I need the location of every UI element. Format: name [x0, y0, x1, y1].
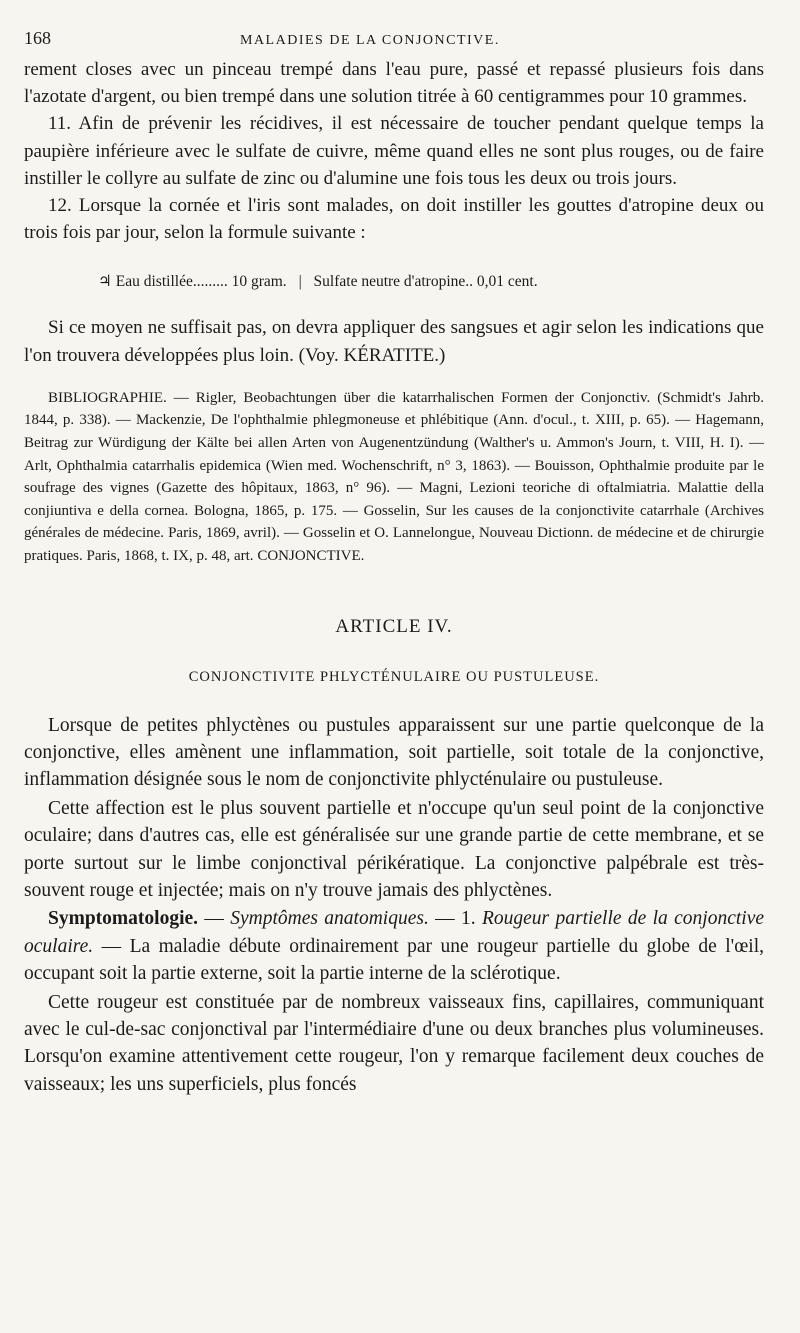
- symptom-dash-2: — 1.: [428, 908, 482, 930]
- formula-item-1: Eau distillée.........: [115, 273, 228, 291]
- bibliography-text: — Rigler, Beobachtungen über die katarrhalischen Formen der Conjonctiv. (Schmidt's Jahrb. 1844, p. 338). — Mackenzie, De l'ophthalmie phlegmoneuse et phlébitique (Ann. d'ocul., t. XIII, p. 65). — Hagemann, Beitrag zur Würdigung der Kälte bei allen Arten von Augenentzündung (Walther's u. Ammon's Journ, t. VIII, H. I). — Arlt, Ophthalmia catarrhalis epidemica (Wien med. Wochenschrift, n° 3, 1863). — Bouisson, Ophthalmie produite par le soufrage des vignes (Gazette des hôpitaux, 1863, n° 96). — Magni, Lezioni teoriche di oftalmiatria. Malattie della conjiuntiva e della cornea. Bologna, 1865, p. 175. — Gosselin, Sur les causes de la conjonctivite catarrhale (Archives générales de médecine. Paris, 1869, avril). — Gosselin et O. Lannelongue, Nouveau Dictionn. de médecine et de chirurgie pratiques. Paris, 1868, t. IX, p. 48, art.: [24, 389, 765, 564]
- formula-separator: |: [298, 273, 302, 291]
- paragraph-rougeur: Cette rougeur est constituée par de nombreux vaisseaux fins, capillaires, communiquant avec le cul-de-sac conjonctival par l'intermédiaire d'une ou deux branches plus volumineuses. Lorsqu'on examine attentivement cette rougeur, l'on y remarque facilement deux couches de vaisseaux; les uns superficiels, plus foncés: [24, 991, 764, 1095]
- symptom-subheading: Symptômes anatomiques.: [230, 908, 429, 930]
- page-header: [24, 28, 764, 56]
- section-title: CONJONCTIVITE PHLYCTÉNULAIRE OU PUSTULEUSE.: [188, 668, 600, 685]
- paragraph-11: 11. Afin de prévenir les récidives, il est nécessaire de toucher pendant quelque temps la paupière inférieure avec le sulfate de cuivre, même quand elles ne sont plus rouges, ou de faire instiller le collyre au sulfate de zinc ou d'alumine une fois tous les deux ou trois jours.: [24, 113, 764, 189]
- formula-qty-2: 0,01 cent.: [476, 273, 538, 291]
- prescription-formula: [98, 270, 764, 294]
- article-title: ARTICLE IV.: [335, 615, 453, 637]
- paragraph-sangsues-text: Si ce moyen ne suffisait pas, on devra appliquer des sangsues et agir selon les indications que l'on trouvera développées plus loin. (Voy.: [24, 317, 764, 366]
- paragraph-close: ): [439, 344, 446, 366]
- paragraph-12: 12. Lorsque la cornée et l'iris sont malades, on doit instiller les gouttes d'atropine deux ou trois fois par jour, selon la formule suivante :: [24, 195, 764, 244]
- page-number: 168: [24, 28, 51, 48]
- paragraph-symptomatologie: [24, 905, 764, 987]
- book-page: [24, 28, 764, 1098]
- bibliography-end-ref: CONJONCTIVE.: [257, 547, 365, 564]
- recipe-symbol: ♃: [98, 273, 112, 291]
- paragraph-sangsues: [24, 314, 764, 368]
- bibliography-label: BIBLIOGRAPHIE.: [48, 389, 167, 406]
- keratite-ref: KÉRATITE.: [343, 344, 440, 366]
- symptom-dash: —: [198, 908, 231, 930]
- formula-qty-1: 10 gram.: [231, 273, 287, 291]
- paragraph-continuation: rement closes avec un pinceau trempé dans l'eau pure, passé et repassé plusieurs fois dans l'azotate d'argent, ou bien trempé dans une solution titrée à 60 centigrammes pour 10 grammes.: [24, 59, 764, 108]
- paragraph-affection: Cette affection est le plus souvent partielle et n'occupe qu'un seul point de la conjonctive oculaire; dans d'autres cas, elle est généralisée sur une grande partie de cette membrane, et se porte surtout sur le limbe conjonctival périkératique. La conjonctive palpébrale est très-souvent rouge et injectée; mais on n'y trouve jamais des phlyctènes.: [24, 797, 764, 902]
- formula-item-2: Sulfate neutre d'atropine..: [313, 273, 474, 291]
- symptom-item-title: Rougeur partielle de la conjonctive oculaire.: [24, 908, 765, 957]
- paragraph-intro: Lorsque de petites phlyctènes ou pustules apparaissent sur une partie quelconque de la conjonctive, elles amènent une inflammation, soit partielle, soit totale de la conjonctive, inflammation désignée sous le nom de conjonctivite phlycténulaire ou pustuleuse.: [24, 714, 764, 791]
- running-head: MALADIES DE LA CONJONCTIVE.: [240, 33, 500, 48]
- article-body: [24, 712, 764, 1099]
- symptomatologie-label: Symptomatologie.: [48, 908, 199, 930]
- symptom-text: — La maladie débute ordinairement par une rougeur partielle du globe de l'œil, occupant soit la partie externe, soit la partie interne de la sclérotique.: [24, 935, 764, 985]
- bibliography: [24, 387, 764, 568]
